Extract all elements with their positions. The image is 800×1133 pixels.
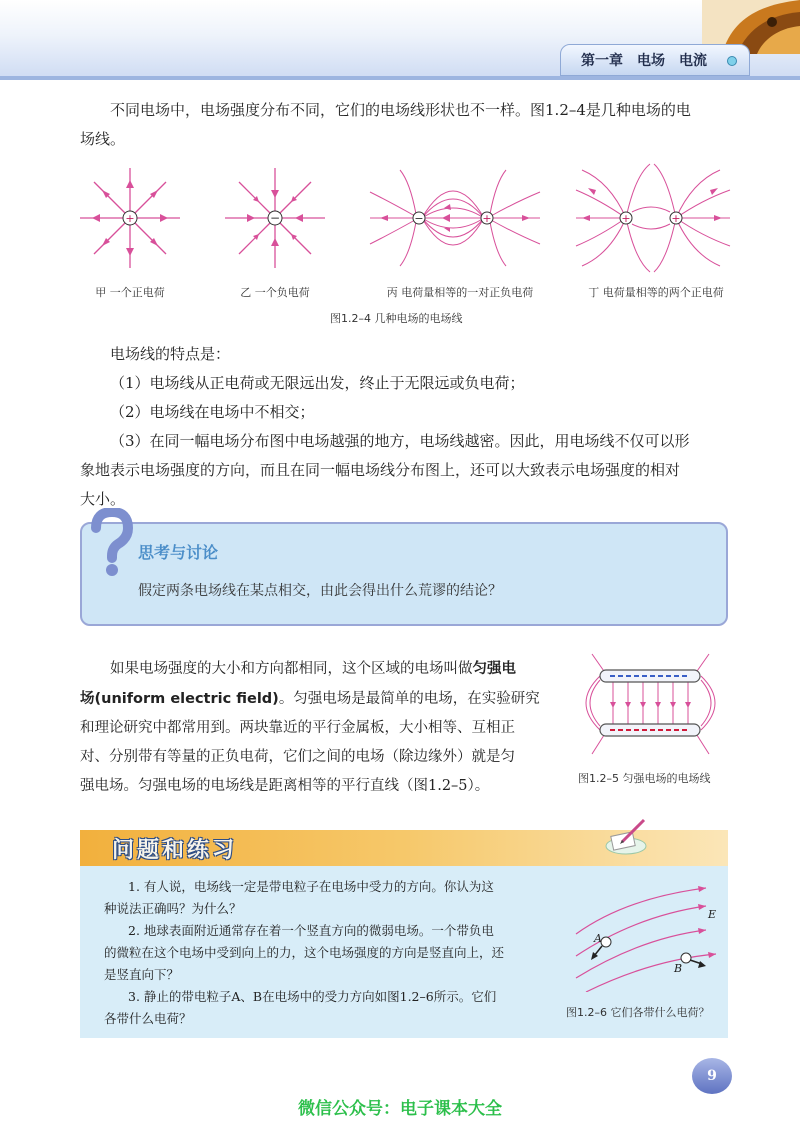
chapter-dot-icon: [727, 56, 737, 66]
exercise-title: 问题和练习: [112, 838, 238, 863]
panel-two-positive: [576, 164, 730, 272]
figure-field-lines: [70, 162, 740, 280]
uniform-term-2: 场: [80, 690, 95, 707]
header-rule: [0, 76, 800, 80]
panel-dipole: [370, 170, 540, 266]
feature-item-1: （1）电场线从正电荷或无限远出发，终止于无限远或负电荷；: [110, 374, 525, 392]
intro-line-1: 不同电场中，电场强度分布不同，它们的电场线形状也不一样。图1.2–4是几种电场的电: [110, 101, 691, 119]
charge-symbol: +: [125, 212, 135, 225]
pencil-note-icon: [604, 814, 650, 856]
intro-line-2: 场线。: [80, 130, 126, 148]
label-a: A: [594, 932, 602, 945]
page-number: 9: [692, 1058, 732, 1094]
label-e: E: [708, 908, 717, 921]
uniform-line-1a: 如果电场强度的大小和方向都相同，这个区域的电场叫做: [110, 661, 473, 677]
feature-item-2: （2）电场线在电场中不相交；: [110, 403, 315, 421]
question-3-line-2: 各带什么电荷？: [104, 1011, 192, 1026]
figure-caption-1-2-6: 图1.2–6 它们各带什么电荷？: [566, 1006, 710, 1019]
panel-negative-charge: [225, 168, 325, 268]
question-1-line-2: 种说法正确吗？为什么？: [104, 901, 242, 916]
question-1-line-1: 1. 有人说，电场线一定是带电粒子在电场中受力的方向。你认为这: [128, 879, 494, 894]
exercise-questions: [104, 876, 560, 1030]
panel-label-1: 甲 一个正电荷: [95, 286, 165, 299]
figure-caption-1-2-5: 图1.2–5 匀强电场的电场线: [578, 772, 711, 785]
intro-paragraph: [80, 96, 730, 154]
feature-item-3c: 大小。: [80, 490, 126, 508]
question-2-line-2: 的微粒在这个电场中受到向上的力，这个电场强度的方向是竖直向上，还: [104, 945, 505, 960]
figure-uniform-field: [578, 650, 728, 762]
question-3-line-1: 3. 静止的带电粒子A、B在电场中的受力方向如图1.2–6所示。它们: [128, 989, 497, 1004]
question-2-line-3: 是竖直向下？: [104, 967, 180, 982]
uniform-line-4: 对、分别带有等量的正负电荷，它们之间的电场（除边缘外）就是匀: [80, 749, 515, 765]
watermark: 微信公众号：电子课本大全: [298, 1099, 502, 1119]
label-b: B: [674, 962, 683, 975]
panel-label-3: 丙 电荷量相等的一对正负电荷: [386, 286, 534, 299]
panel-positive-charge: [80, 168, 180, 268]
question-2-line-1: 2. 地球表面附近通常存在着一个竖直方向的微弱电场。一个带负电: [128, 923, 494, 938]
feature-item-3b: 象地表示电场强度的方向，而且在同一幅电场线分布图上，还可以大致表示电场强度的相对: [80, 461, 681, 479]
features-paragraph: [80, 340, 730, 514]
question-mark-icon: [88, 508, 134, 578]
uniform-paragraph: [80, 654, 570, 801]
uniform-line-2c: 。匀强电场是最简单的电场，在实验研究: [278, 691, 540, 707]
panel-label-2: 乙 一个负电荷: [240, 286, 310, 299]
charge-symbol: +: [671, 212, 681, 225]
charge-symbol: −: [269, 211, 281, 225]
figure-particles-in-field: [566, 884, 726, 992]
uniform-term-english: (uniform electric field): [94, 691, 279, 707]
features-intro: 电场线的特点是：: [110, 345, 231, 363]
charge-symbol: +: [621, 212, 631, 225]
charge-symbol: +: [482, 212, 492, 225]
think-question: 假定两条电场线在某点相交，由此会得出什么荒谬的结论？: [138, 583, 502, 599]
feature-item-3a: （3）在同一幅电场分布图中电场越强的地方，电场线越密。因此，用电场线不仅可以形: [110, 432, 690, 450]
think-discuss-box: [80, 522, 728, 626]
think-title: 思考与讨论: [138, 543, 219, 562]
charge-symbol: −: [414, 212, 424, 225]
uniform-line-3: 和理论研究中都常用到。两块靠近的平行金属板，大小相等、互相正: [80, 720, 515, 736]
uniform-line-5: 强电场。匀强电场的电场线是距离相等的平行直线（图1.2–5）。: [80, 778, 490, 794]
figure-caption-1-2-4: 图1.2–4 几种电场的电场线: [330, 312, 463, 325]
uniform-term: 匀强电: [472, 660, 516, 677]
chapter-title: 第一章 电场 电流: [581, 53, 707, 69]
panel-label-4: 丁 电荷量相等的两个正电荷: [588, 286, 724, 299]
chapter-tab: [560, 44, 750, 76]
